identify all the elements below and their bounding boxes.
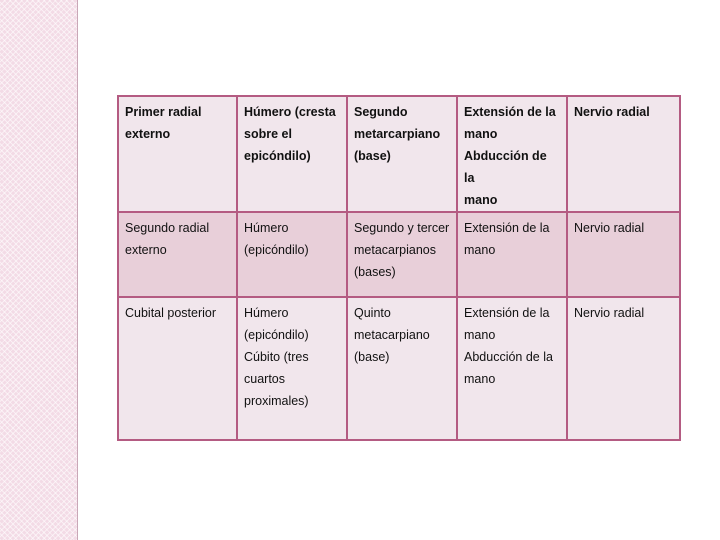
cell-text: Cubital posterior <box>125 306 217 320</box>
muscle-name-cell <box>118 212 237 297</box>
cell-text: Nervio radial <box>574 306 645 320</box>
nerve-cell <box>567 96 680 212</box>
insertion-cell <box>347 212 457 297</box>
muscle-name-cell <box>118 96 237 212</box>
cell-text: (base) <box>354 149 391 163</box>
cell-text: metarcarpiano <box>354 127 441 141</box>
table-row <box>118 96 680 212</box>
cell-text: mano <box>464 127 498 141</box>
cell-text: (epicóndilo) <box>244 243 309 257</box>
cell-text: Abducción de la <box>464 350 553 364</box>
nerve-cell <box>567 297 680 440</box>
table-row <box>118 297 680 440</box>
action-cell <box>457 297 567 440</box>
cell-text: Nervio radial <box>574 105 650 119</box>
decorative-side-band <box>0 0 78 540</box>
cell-text: (bases) <box>354 265 396 279</box>
cell-text: Segundo y tercer <box>354 221 450 235</box>
cell-text: (epicóndilo) <box>244 328 309 342</box>
cell-text: Segundo <box>354 105 408 119</box>
cell-text: mano <box>464 328 496 342</box>
cell-text: Abducción de la <box>464 149 547 185</box>
cell-text: Quinto <box>354 306 391 320</box>
muscle-name-cell <box>118 297 237 440</box>
insertion-cell <box>347 297 457 440</box>
cell-text: Extensión de la <box>464 105 556 119</box>
cell-text: mano <box>464 372 496 386</box>
muscle-table <box>117 95 681 441</box>
origin-cell <box>237 96 347 212</box>
cell-text: Extensión de la <box>464 221 550 235</box>
cell-text: metacarpianos <box>354 243 436 257</box>
cell-text: sobre el <box>244 127 292 141</box>
table-row <box>118 212 680 297</box>
cell-text: Extensión de la <box>464 306 550 320</box>
cell-text: cuartos <box>244 372 285 386</box>
cell-text: epicóndilo) <box>244 149 311 163</box>
nerve-cell <box>567 212 680 297</box>
cell-text: Húmero (cresta <box>244 105 336 119</box>
cell-text: (base) <box>354 350 390 364</box>
cell-text: externo <box>125 243 167 257</box>
cell-text: Segundo radial <box>125 221 210 235</box>
cell-text: Húmero <box>244 221 289 235</box>
cell-text: externo <box>125 127 171 141</box>
origin-cell <box>237 297 347 440</box>
cell-text: Nervio radial <box>574 221 645 235</box>
cell-text: Húmero <box>244 306 289 320</box>
cell-text: mano <box>464 243 496 257</box>
action-cell <box>457 96 567 212</box>
cell-text: proximales) <box>244 394 309 408</box>
action-cell <box>457 212 567 297</box>
cell-text: metacarpiano <box>354 328 430 342</box>
cell-text: Primer radial <box>125 105 202 119</box>
cell-text: mano <box>464 193 498 207</box>
insertion-cell <box>347 96 457 212</box>
origin-cell <box>237 212 347 297</box>
cell-text: Cúbito (tres <box>244 350 309 364</box>
